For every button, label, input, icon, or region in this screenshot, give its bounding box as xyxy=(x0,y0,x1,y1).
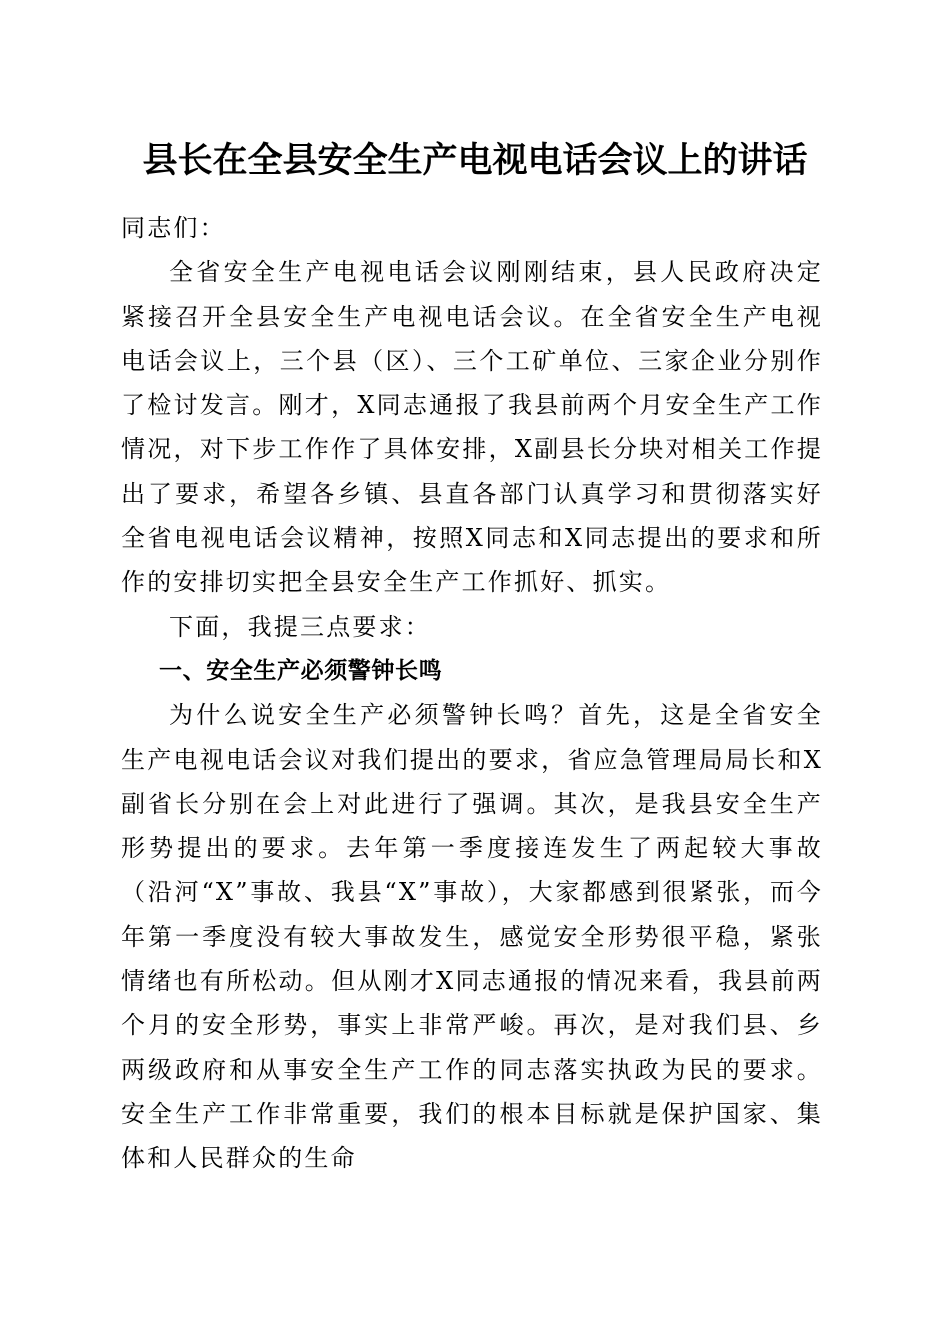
paragraph-requirements-intro: 下面，我提三点要求： xyxy=(169,612,431,641)
paragraph-section-1: 为什么说安全生产必须警钟长鸣？首先，这是全省安全生产电视电话会议对我们提出的要求，省应急管理局局长和X副省长分别在会上对此进行了强调。其次，是我县安全生产形势提出的要求。去年第一季度接连发生了两起较大事故（沿河“X”事故、我县“X”事故），大家都感到很紧张，而今年第一季度没有较大事故发生，感觉安全形势很平稳，紧张情绪也有所松动。但从刚才X同志通报的情况来看，我县前两个月的安全形势，事实上非常严峻。再次，是对我们县、乡两级政府和从事安全生产工作的同志落实执政为民的要求。安全生产工作非常重要，我们的根本目标就是保护国家、集体和人民群众的生命 xyxy=(121,701,823,1173)
section-heading-1: 一、安全生产必须警钟长鸣 xyxy=(159,657,443,684)
paragraph-opening: 全省安全生产电视电话会议刚刚结束，县人民政府决定紧接召开全县安全生产电视电话会议。在全省安全生产电视电话会议上，三个县（区）、三个工矿单位、三家企业分别作了检讨发言。刚才，X同志通报了我县前两个月安全生产工作情况，对下步工作作了具体安排，X副县长分块对相关工作提出了要求，希望各乡镇、县直各部门认真学习和贯彻落实好全省电视电话会议精神，按照X同志和X同志提出的要求和所作的安排切实把全县安全生产工作抓好、抓实。 xyxy=(121,258,823,597)
document-title: 县长在全县安全生产电视电话会议上的讲话 xyxy=(142,140,808,181)
salutation: 同志们： xyxy=(121,214,226,242)
document-body xyxy=(121,206,823,1181)
